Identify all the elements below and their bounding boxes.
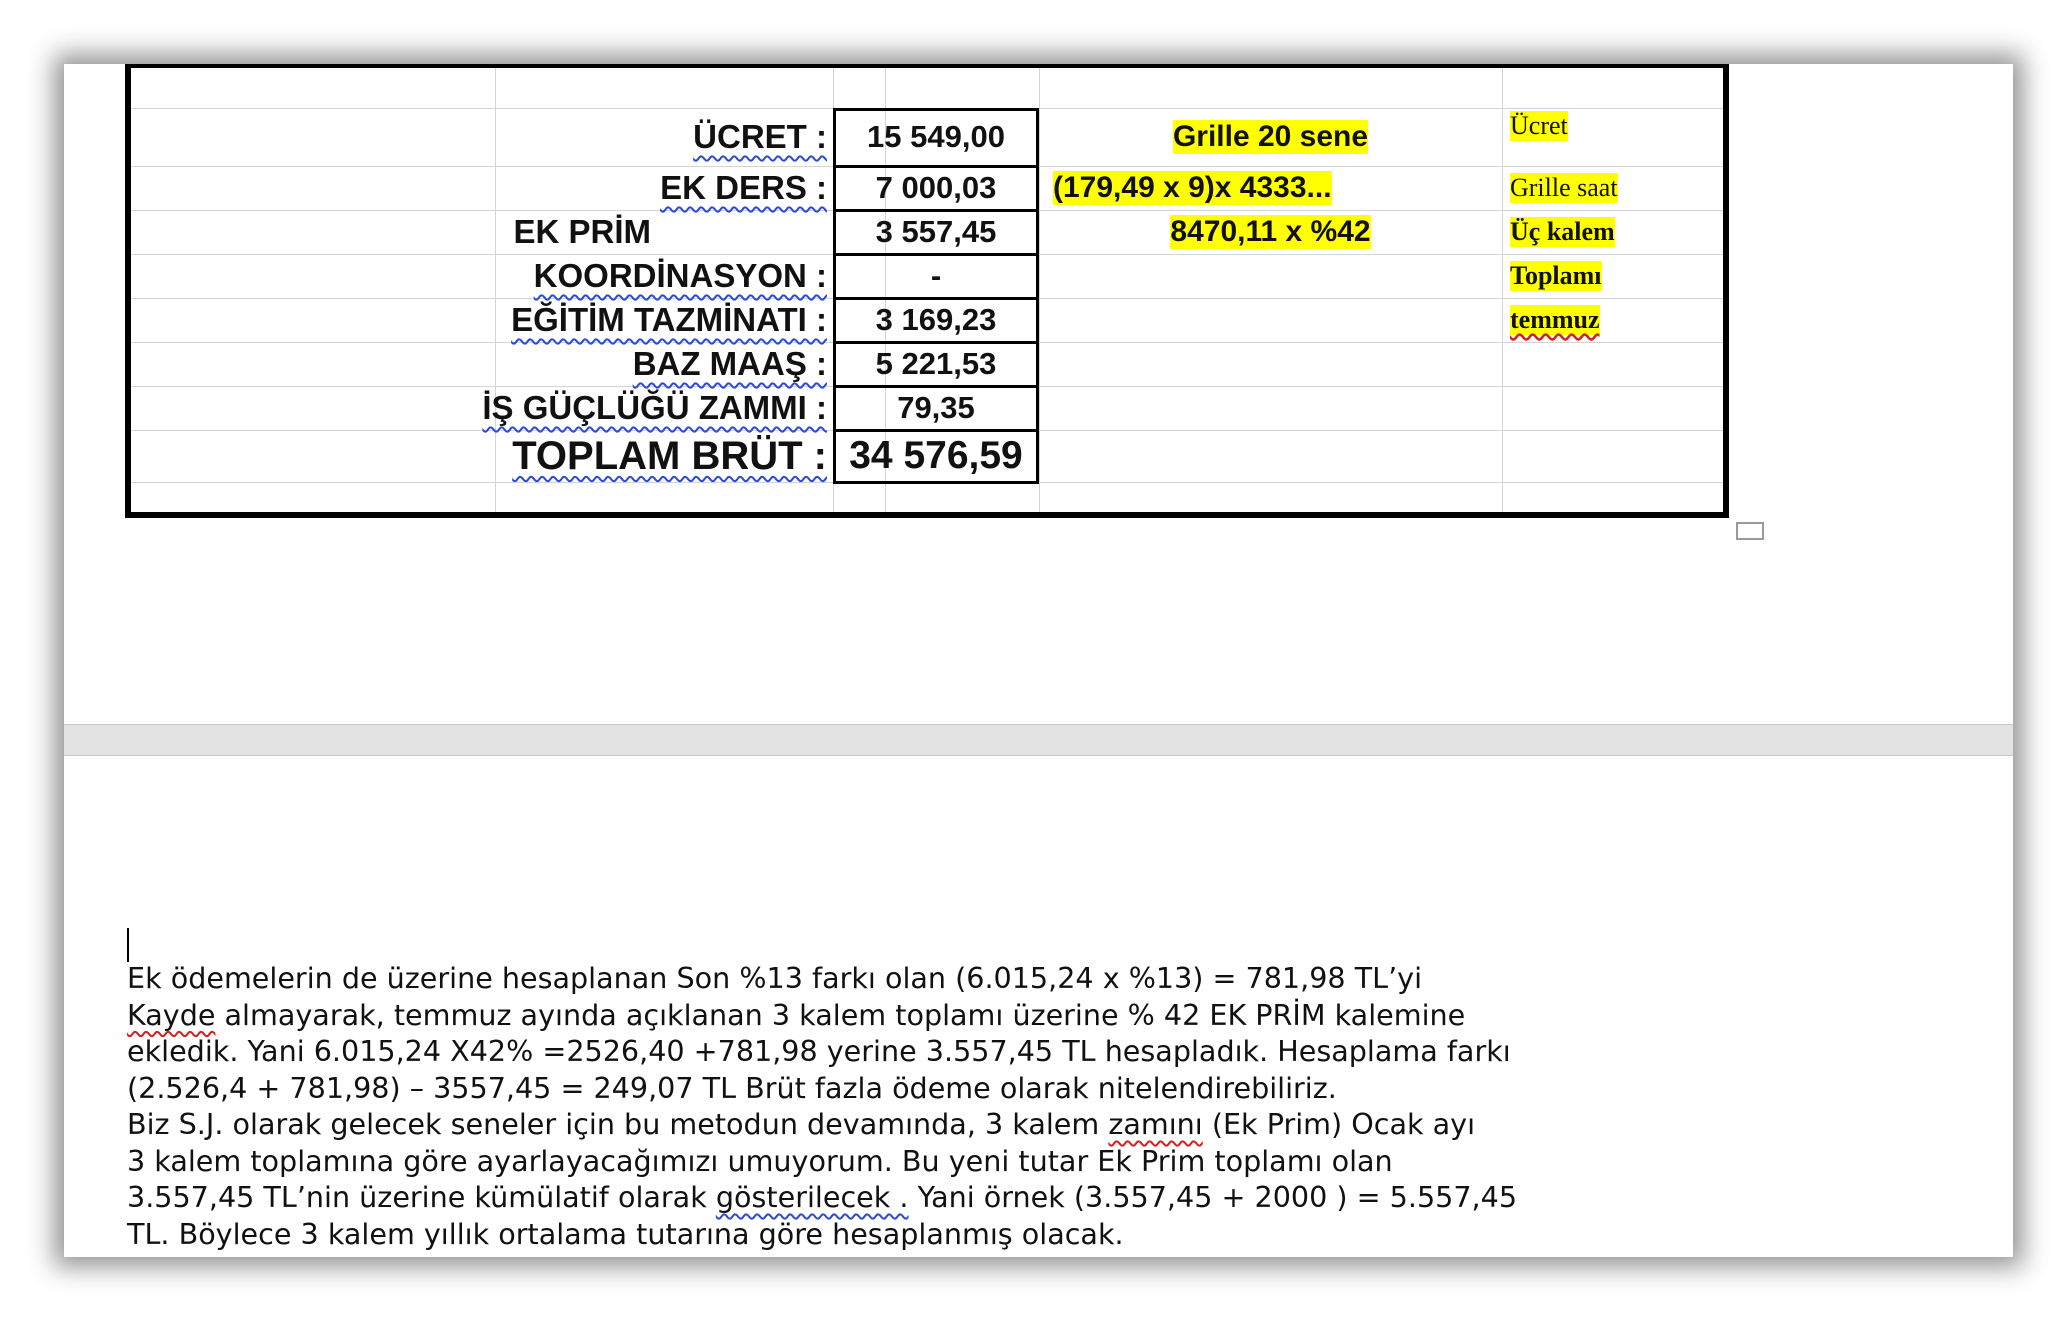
row-label-egitim-tazminati: EĞİTİM TAZMİNATI : [511,301,827,338]
note-ek-ders-formula: (179,49 x 9)x 4333... [1053,171,1332,204]
row-value-toplam-brut: 34 576,59 [849,434,1023,477]
row-label-baz-maas: BAZ MAAŞ : [632,345,827,382]
note-grille-20-sene: Grille 20 sene [1172,120,1369,153]
object-resize-handle[interactable] [1736,522,1764,540]
note-ek-prim-formula: 8470,11 x %42 [1170,215,1371,248]
row-label-ek-prim: EK PRİM [513,213,651,250]
row-label-is-guclugu-zammi: İŞ GÜÇLÜĞÜ ZAMMI : [482,389,827,426]
side-note-toplami: Toplamı [1510,261,1602,290]
text-line: 3.557,45 TL’nin üzerine kümülatif olarak gösterilecek . Yani örnek (3.557,45 + 2000 ) = 5.557,45 [127,1180,1518,1214]
row-value-ucret: 15 549,00 [867,119,1005,154]
text-line: Biz S.J. olarak gelecek seneler için bu metodun devamında, 3 kalem zamını (Ek Prim) Ocak ayı [127,1107,1476,1141]
body-paragraph[interactable] [127,960,1947,1252]
text-line: Ek ödemelerin de üzerine hesaplanan Son %13 farkı olan (6.015,24 x %13) = 781,98 TL’yi [127,961,1423,995]
text-line: 3 kalem toplamına göre ayarlayacağımızı umuyorum. Bu yeni tutar Ek Prim toplamı olan [127,1143,1393,1178]
row-value-baz-maas: 5 221,53 [875,346,997,381]
row-value-koordinasyon: - [930,258,942,293]
row-value-ek-prim: 3 557,45 [875,214,997,249]
text-line: (2.526,4 + 781,98) – 3557,45 = 249,07 TL Brüt fazla ödeme olarak nitelendirebiliriz. [127,1070,1337,1105]
row-label-ucret: ÜCRET : [693,118,827,155]
row-label-koordinasyon: KOORDİNASYON : [533,257,827,294]
row-label-ek-ders: EK DERS : [660,169,827,206]
text-cursor [127,928,129,962]
text-line: Kayde almayarak, temmuz ayında açıklanan 3 kalem toplamı üzerine % 42 EK PRİM kalemine [127,997,1466,1032]
side-note-grille-saat: Grille saat [1510,173,1618,202]
side-note-uc-kalem: Üç kalem [1510,217,1615,246]
page-break-gap [64,724,2013,756]
text-line: TL. Böylece 3 kalem yıllık ortalama tutarına göre hesaplanmış olacak. [127,1216,1124,1251]
row-value-is-guclugu-zammi: 79,35 [897,390,975,425]
side-note-temmuz: temmuz [1510,305,1600,334]
embedded-spreadsheet[interactable] [125,64,1729,518]
document-page [64,64,2013,1257]
row-value-ek-ders: 7 000,03 [875,170,997,205]
row-value-egitim-tazminati: 3 169,23 [875,302,997,337]
row-label-toplam-brut: TOPLAM BRÜT : [512,433,827,478]
side-note-ucret: Ücret [1510,111,1568,140]
text-line: ekledik. Yani 6.015,24 X42% =2526,40 +781,98 yerine 3.557,45 TL hesapladık. Hesaplama farkı [127,1034,1511,1068]
